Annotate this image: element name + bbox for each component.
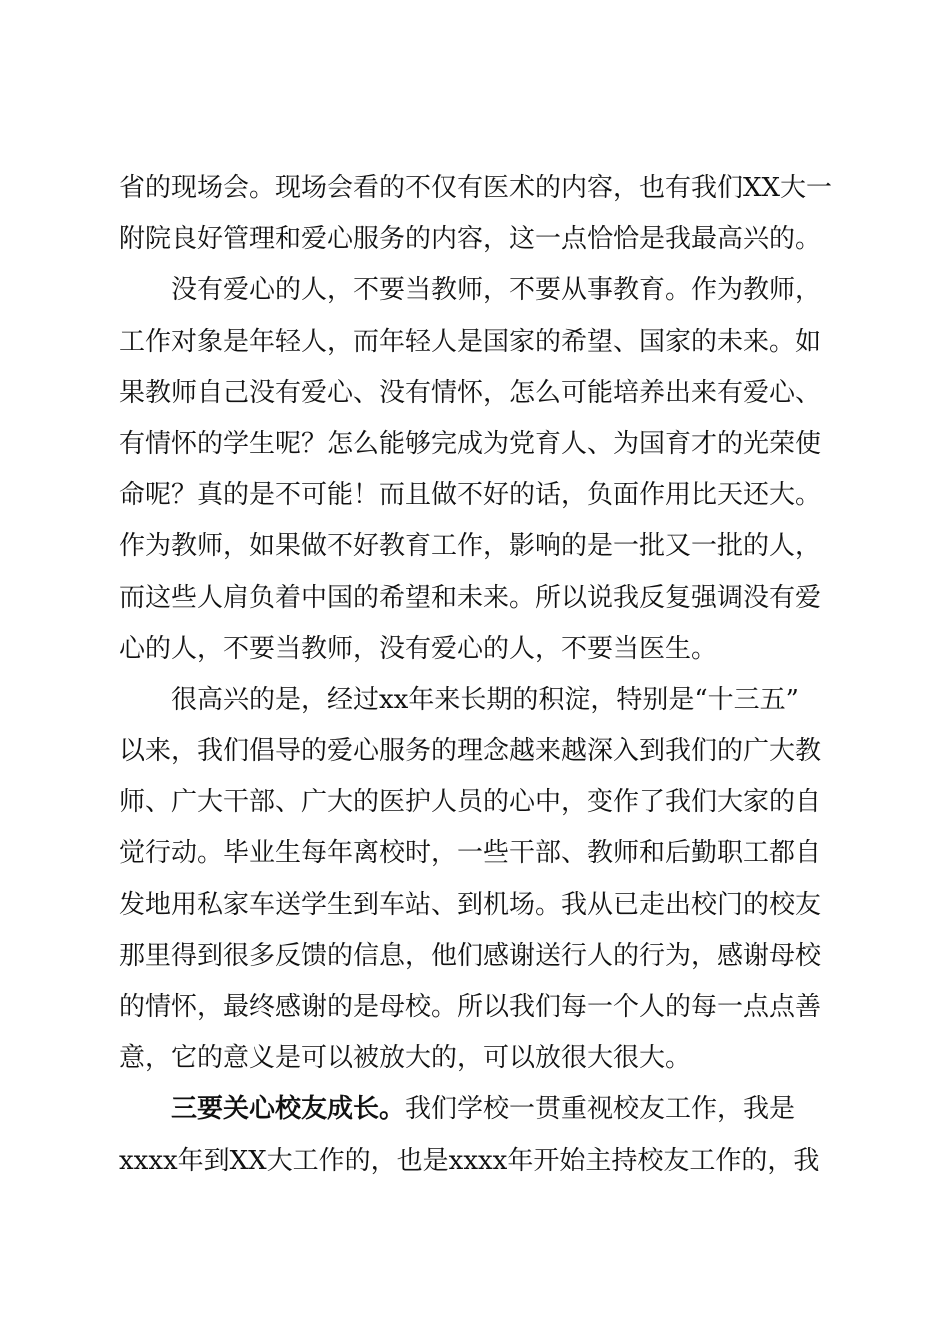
- text-line: [119, 982, 831, 1033]
- text-line: [119, 573, 831, 624]
- section-heading: 三要关心校友成长。: [171, 1094, 406, 1125]
- line-text: 作为教师，如果做不好教育工作，影响的是一批又一批的人，: [119, 531, 822, 562]
- line-text: 心的人，不要当教师，没有爱心的人，不要当医生。: [119, 633, 718, 664]
- text-line: [119, 470, 831, 521]
- text-line: [119, 931, 831, 982]
- paragraph-start-line: [119, 675, 831, 726]
- text-line: [119, 163, 831, 214]
- paragraph-start-line: [119, 265, 831, 316]
- paragraph-start-line: [119, 1084, 831, 1135]
- document-body: [119, 163, 831, 1187]
- line-text: 工作对象是年轻人，而年轻人是国家的希望、国家的未来。如: [119, 326, 822, 357]
- line-text: 省的现场会。现场会看的不仅有医术的内容，也有我们XX大一: [119, 173, 833, 203]
- line-text: 觉行动。毕业生每年离校时，一些干部、教师和后勤职工都自: [119, 838, 822, 869]
- text-line: [119, 777, 831, 828]
- text-line: [119, 368, 831, 419]
- line-text: 命呢？真的是不可能！而且做不好的话，负面作用比天还大。: [119, 480, 822, 511]
- line-text: 附院良好管理和爱心服务的内容，这一点恰恰是我最高兴的。: [119, 224, 822, 255]
- line-text: 没有爱心的人，不要当教师，不要从事教育。作为教师，: [171, 275, 822, 306]
- line-text: 发地用私家车送学生到车站、到机场。我从已走出校门的校友: [119, 889, 822, 920]
- text-line: [119, 317, 831, 368]
- line-text: 很高兴的是，经过xx年来长期的积淀，特别是“十三五”: [171, 684, 799, 715]
- line-text: 我们学校一贯重视校友工作，我是: [405, 1094, 796, 1125]
- text-line: [119, 880, 831, 931]
- text-line: [119, 726, 831, 777]
- line-text: 有情怀的学生呢？怎么能够完成为党育人、为国育才的光荣使: [119, 428, 822, 459]
- line-text: xxxx年到XX大工作的，也是xxxx年开始主持校友工作的，我: [119, 1145, 820, 1176]
- text-line: [119, 1136, 831, 1187]
- line-text: 意，它的意义是可以被放大的，可以放很大很大。: [119, 1043, 692, 1074]
- text-line: [119, 624, 831, 675]
- text-line: [119, 1033, 831, 1084]
- text-line: [119, 419, 831, 470]
- line-text: 那里得到很多反馈的信息，他们感谢送行人的行为，感谢母校: [119, 940, 822, 971]
- line-text: 果教师自己没有爱心、没有情怀，怎么可能培养出来有爱心、: [119, 377, 822, 408]
- line-text: 师、广大干部、广大的医护人员的心中，变作了我们大家的自: [119, 787, 822, 818]
- text-line: [119, 828, 831, 879]
- line-text: 的情怀，最终感谢的是母校。所以我们每一个人的每一点点善: [119, 992, 822, 1022]
- text-line: [119, 214, 831, 265]
- line-text: 而这些人肩负着中国的希望和未来。所以说我反复强调没有爱: [119, 582, 822, 613]
- text-line: [119, 521, 831, 572]
- line-text: 以来，我们倡导的爱心服务的理念越来越深入到我们的广大教: [119, 736, 822, 767]
